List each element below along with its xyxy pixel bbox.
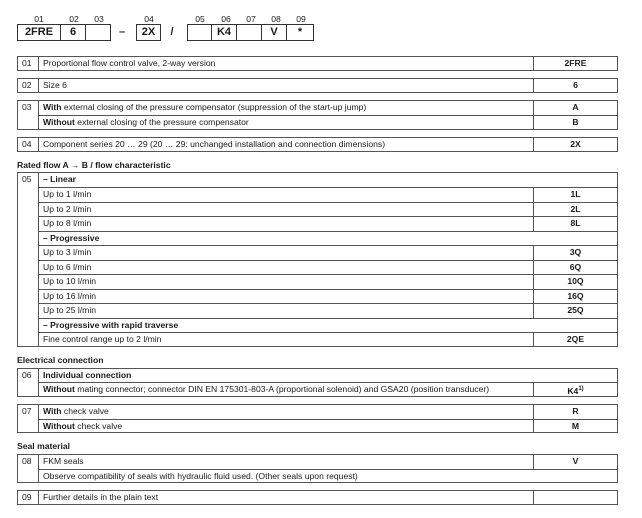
table-row [39, 138, 617, 151]
table-row [39, 303, 617, 318]
table-row [39, 57, 617, 70]
row-description: Component series 20 … 29 (20 … 29: unchanged installation and connection dimensions) [39, 138, 534, 151]
table-row [39, 260, 617, 275]
table-row [39, 101, 617, 115]
row-code: 10Q [567, 276, 584, 286]
table-row [39, 332, 617, 346]
table-row [39, 289, 617, 304]
table-row [39, 79, 617, 92]
pos-label-04: 04 [144, 14, 154, 24]
row-code: 2FRE [564, 58, 587, 68]
table-row [39, 231, 617, 246]
row-number: 08 [18, 455, 39, 482]
row-group-07 [17, 404, 618, 433]
row-description: With external closing of the pressure compensator (suppression of the start-up jump) [39, 101, 534, 115]
row-code: K4$^{1)}$ [567, 386, 584, 396]
pos-label-08: 08 [271, 14, 281, 24]
code-box-09: * [287, 24, 314, 41]
row-code: 1L [570, 189, 581, 199]
row-description: Size 6 [39, 79, 534, 92]
pos-label-01: 01 [34, 14, 44, 24]
table-row [39, 469, 617, 482]
row-code: M [571, 421, 580, 431]
table-row [39, 455, 617, 469]
row-code: 2X [570, 139, 581, 149]
row-description: FKM seals [39, 455, 534, 469]
row-number: 06 [18, 369, 39, 396]
table-row [39, 245, 617, 260]
row-description: Up to 1 l/min [39, 188, 534, 202]
table-row [39, 202, 617, 217]
table-row [39, 115, 617, 129]
row-group-08 [17, 454, 618, 483]
row-description: Up to 6 l/min [39, 261, 534, 275]
code-separator-slash: / [170, 26, 174, 38]
row-description: Up to 2 l/min [39, 203, 534, 217]
row-number: 05 [18, 173, 39, 346]
table-row [39, 318, 617, 333]
code-box-01: 2FRE [17, 24, 61, 41]
code-box-07 [237, 24, 262, 41]
row-code: R [572, 406, 579, 416]
pos-label-06: 06 [221, 14, 231, 24]
row-code: 6Q [569, 261, 582, 272]
row-group-06 [17, 368, 618, 397]
row-number: 07 [18, 405, 39, 432]
row-code: 2L [570, 203, 581, 214]
row-description: Further details in the plain text [39, 491, 534, 504]
row-code: 6 [573, 80, 578, 90]
row-number: 03 [18, 101, 39, 129]
code-box-02: 6 [61, 24, 86, 41]
pos-label-07: 07 [246, 14, 256, 24]
row-number: 01 [18, 57, 39, 70]
row-note: Observe compatibility of seals with hydraulic fluid used. (Other seals upon request) [43, 471, 358, 481]
row-description: Up to 16 l/min [39, 290, 534, 304]
row-number: 09 [18, 491, 39, 504]
table-row [39, 216, 617, 231]
row-group-02 [17, 78, 618, 93]
subheading-individual-connection: Individual connection [43, 370, 132, 380]
row-code: 16Q [567, 290, 584, 301]
row-group-01 [17, 56, 618, 71]
subheading-progressive: – Progressive [43, 232, 100, 243]
table-row [39, 187, 617, 202]
code-separator-dash: – [118, 26, 126, 38]
table-row [39, 173, 617, 187]
section-title-seal: Seal material [17, 441, 71, 451]
subheading-rapid-traverse: – Progressive with rapid traverse [43, 319, 179, 330]
pos-label-05: 05 [195, 14, 205, 24]
subheading-linear: – Linear [43, 174, 76, 184]
row-description: Up to 10 l/min [39, 275, 534, 289]
code-box-04: 2X [136, 24, 161, 41]
table-row [39, 369, 617, 382]
table-row [39, 419, 617, 432]
table-row [39, 382, 617, 396]
row-group-05 [17, 172, 618, 347]
row-description: Without check valve [39, 420, 534, 432]
row-description: Up to 8 l/min [39, 217, 534, 231]
row-description: Without external closing of the pressure compensator [39, 116, 534, 129]
code-box-05 [187, 24, 212, 41]
row-description: With check valve [39, 405, 534, 419]
row-description: Without mating connector; connector DIN EN 175301-803-A (proportional solenoid) and GSA20 (position transducer) [39, 383, 534, 396]
row-code: V [572, 456, 579, 466]
row-group-04 [17, 137, 618, 152]
row-description: Up to 25 l/min [39, 304, 534, 318]
row-description: Proportional flow control valve, 2-way version [39, 57, 534, 70]
row-number: 04 [18, 138, 39, 151]
table-row [39, 491, 617, 504]
row-code [534, 491, 617, 504]
pos-label-02: 02 [69, 14, 79, 24]
row-code: A [572, 102, 579, 112]
row-code: 8L [570, 218, 581, 228]
row-code: 25Q [567, 305, 584, 315]
row-number: 02 [18, 79, 39, 92]
section-title-rated-flow: Rated flow A → B / flow characteristic [17, 160, 171, 170]
row-group-09 [17, 490, 618, 505]
code-box-06: K4 [212, 24, 237, 41]
section-title-electrical: Electrical connection [17, 355, 104, 365]
row-description: Up to 3 l/min [39, 246, 534, 260]
code-box-03 [86, 24, 111, 41]
row-description: Fine control range up to 2 l/min [39, 333, 534, 346]
footnote-marker: 1) [578, 386, 584, 392]
row-code: 2QE [566, 334, 585, 344]
row-group-03 [17, 100, 618, 130]
row-code: 3Q [569, 247, 582, 257]
pos-label-03: 03 [94, 14, 104, 24]
row-code: B [572, 117, 579, 127]
code-box-08: V [262, 24, 287, 41]
pos-label-09: 09 [296, 14, 306, 24]
table-row [39, 405, 617, 419]
table-row [39, 274, 617, 289]
